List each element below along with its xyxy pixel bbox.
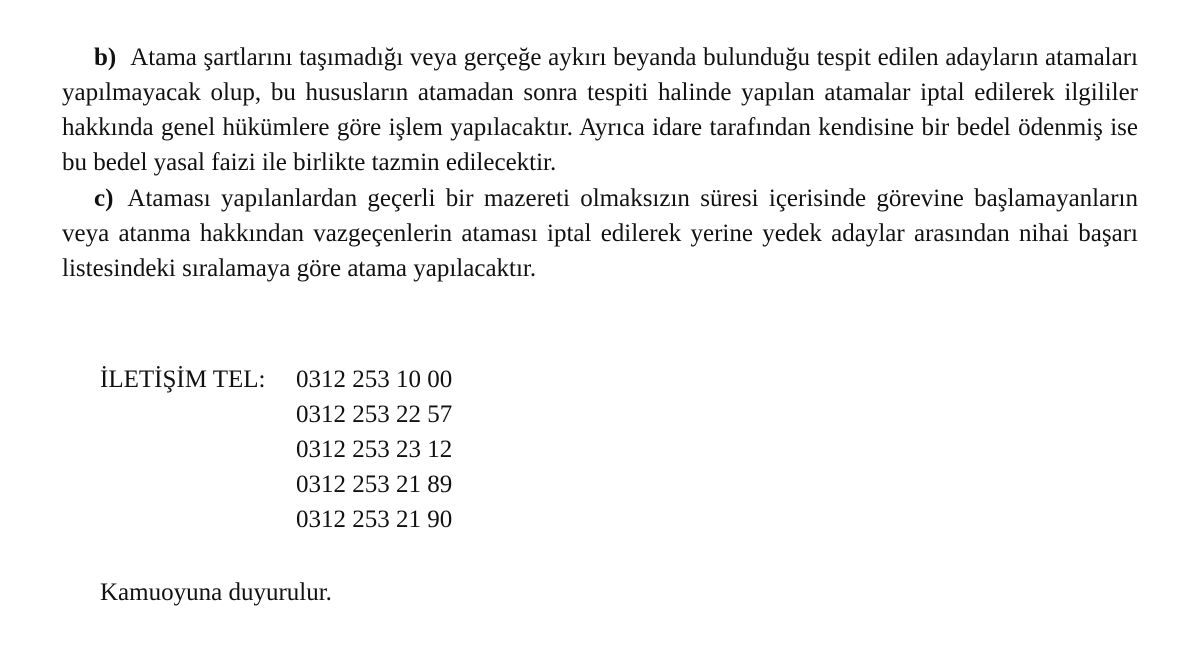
paragraph-c — [62, 181, 1138, 286]
paragraph-c-label: c) — [94, 185, 114, 212]
paragraph-b — [62, 40, 1138, 180]
paragraph-b-text: Atama şartlarını taşımadığı veya gerçeğe aykırı beyanda bulunduğu tespit edilen adayların atamaları yapılmayacak olup, bu hususların atamadan sonra tespiti halinde yapılan atamalar iptal edilerek ilgililer hakkında genel hükümlere göre işlem yapılacaktır. Ayrıca idare tarafından kendisine bir bedel ödenmiş ise bu bedel yasal faizi ile birlikte tazmin edilecektir. — [62, 44, 1138, 176]
phone-number: 0312 253 10 00 — [296, 366, 453, 393]
phone-number: 0312 253 21 89 — [296, 471, 453, 498]
contact-label: İLETİŞİM TEL: — [100, 366, 266, 393]
paragraph-c-text: Ataması yapılanlardan geçerli bir mazereti olmaksızın süresi içerisinde görevine başlamayanların veya atanma hakkından vazgeçenlerin ataması iptal edilerek yerine yedek adaylar arasından nihai başarı listesindeki sıralamaya göre atama yapılacaktır. — [62, 185, 1138, 282]
contact-row — [100, 362, 452, 397]
contact-row — [100, 502, 452, 537]
phone-number: 0312 253 23 12 — [296, 436, 453, 463]
phone-number: 0312 253 21 90 — [296, 506, 453, 533]
phone-number: 0312 253 22 57 — [296, 401, 453, 428]
paragraph-b-label: b) — [94, 44, 117, 71]
contact-row — [100, 397, 452, 432]
contact-row — [100, 467, 452, 502]
closing-statement: Kamuoyuna duyurulur. — [100, 579, 332, 606]
contact-block — [100, 362, 452, 537]
contact-row — [100, 432, 452, 467]
